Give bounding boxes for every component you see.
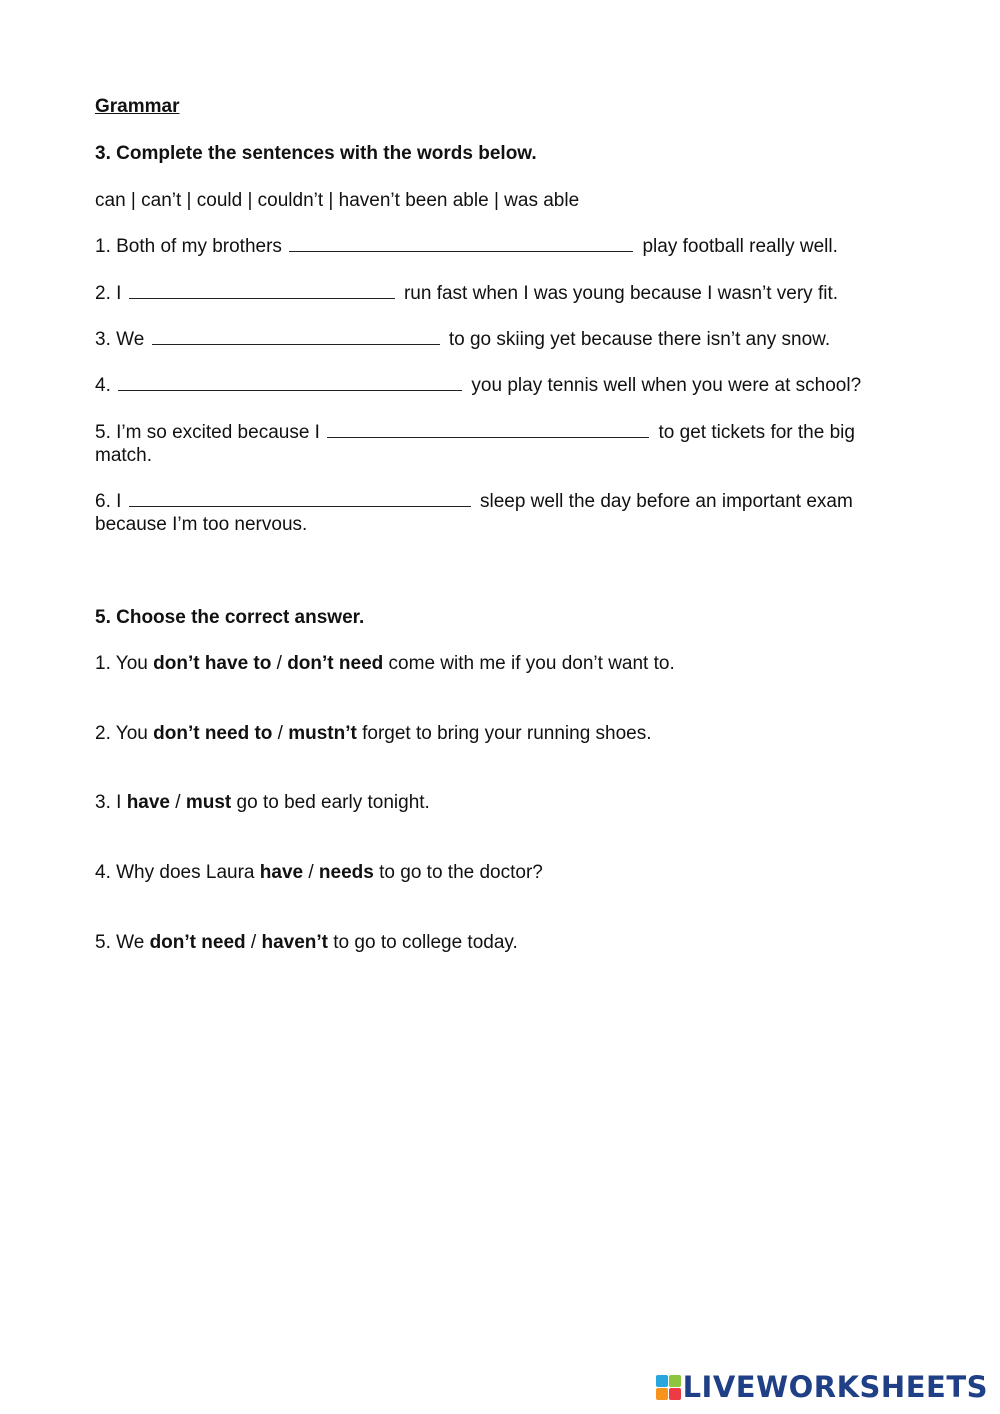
item-number: 4. Why does Laura: [95, 862, 255, 883]
item-text-before: 2. I: [95, 283, 122, 304]
item-text-before: 6. I: [95, 491, 122, 512]
answer-blank[interactable]: [152, 328, 440, 345]
item-text-after: play football really well.: [642, 236, 838, 257]
exercise-5-heading: 5. Choose the correct answer.: [95, 607, 365, 628]
logo-text: LIVEWORKSHEETS: [682, 1370, 988, 1404]
exercise-5-item-4: [95, 861, 895, 884]
logo-block: [669, 1388, 681, 1400]
item-number: 2. You: [95, 723, 148, 744]
item-rest: go to bed early tonight.: [236, 792, 430, 813]
option-2[interactable]: mustn’t: [288, 723, 357, 744]
item-text-after: run fast when I was young because I wasn’t very fit.: [403, 283, 839, 304]
exercise-5-item-2: [95, 722, 895, 745]
word-bank: can | can’t | could | couldn’t | haven’t been able | was able: [95, 190, 580, 211]
item-text-after: sleep well the day before an important exam because I’m too nervous.: [95, 491, 853, 535]
option-separator: /: [272, 723, 289, 744]
exercise-3-heading: 3. Complete the sentences with the words below.: [95, 143, 537, 164]
answer-blank[interactable]: [129, 490, 471, 507]
item-rest: to go to the doctor?: [379, 862, 543, 883]
exercise-3-item-2: [95, 282, 895, 305]
option-1[interactable]: don’t need: [149, 932, 246, 953]
logo-block: [656, 1388, 668, 1400]
item-rest: come with me if you don’t want to.: [388, 653, 675, 674]
item-number: 5. We: [95, 932, 145, 953]
logo-block: [656, 1375, 668, 1387]
item-text-before: 1. Both of my brothers: [95, 236, 282, 257]
answer-blank[interactable]: [118, 374, 462, 391]
answer-blank[interactable]: [129, 282, 395, 299]
option-separator: /: [303, 862, 319, 883]
option-2[interactable]: must: [185, 792, 232, 813]
item-text-before: 3. We: [95, 329, 145, 350]
item-number: 3. I: [95, 792, 122, 813]
item-number: 1. You: [95, 653, 148, 674]
logo-block: [669, 1375, 681, 1387]
answer-blank[interactable]: [289, 235, 633, 252]
item-text-after: to get tickets for the big match.: [95, 422, 855, 466]
item-text-before: 4.: [95, 375, 111, 396]
exercise-5-item-3: [95, 791, 895, 814]
exercise-5-item-1: [95, 652, 895, 675]
option-separator: /: [245, 932, 262, 953]
exercise-3-item-5: [95, 421, 895, 467]
option-separator: /: [271, 653, 288, 674]
item-text-after: to go skiing yet because there isn’t any snow.: [448, 329, 831, 350]
exercise-3-item-1: [95, 235, 895, 258]
option-1[interactable]: have: [126, 792, 170, 813]
option-1[interactable]: don’t have to: [153, 653, 272, 674]
exercise-5-item-5: [95, 931, 895, 954]
page-title: Grammar: [95, 96, 180, 117]
option-2[interactable]: haven’t: [261, 932, 328, 953]
item-rest: forget to bring your running shoes.: [362, 723, 652, 744]
option-1[interactable]: have: [259, 862, 304, 883]
option-separator: /: [170, 792, 186, 813]
liveworksheets-logo[interactable]: [656, 1370, 988, 1404]
option-2[interactable]: don’t need: [287, 653, 384, 674]
item-text-after: you play tennis well when you were at school?: [471, 375, 862, 396]
logo-blocks-icon: [656, 1375, 681, 1400]
exercise-3-item-6: [95, 490, 895, 536]
item-text-before: 5. I’m so excited because I: [95, 422, 320, 443]
item-rest: to go to college today.: [333, 932, 518, 953]
exercise-3-item-3: [95, 328, 895, 351]
option-2[interactable]: needs: [318, 862, 374, 883]
answer-blank[interactable]: [327, 421, 649, 438]
option-1[interactable]: don’t need to: [153, 723, 273, 744]
exercise-3-item-4: [95, 374, 895, 397]
